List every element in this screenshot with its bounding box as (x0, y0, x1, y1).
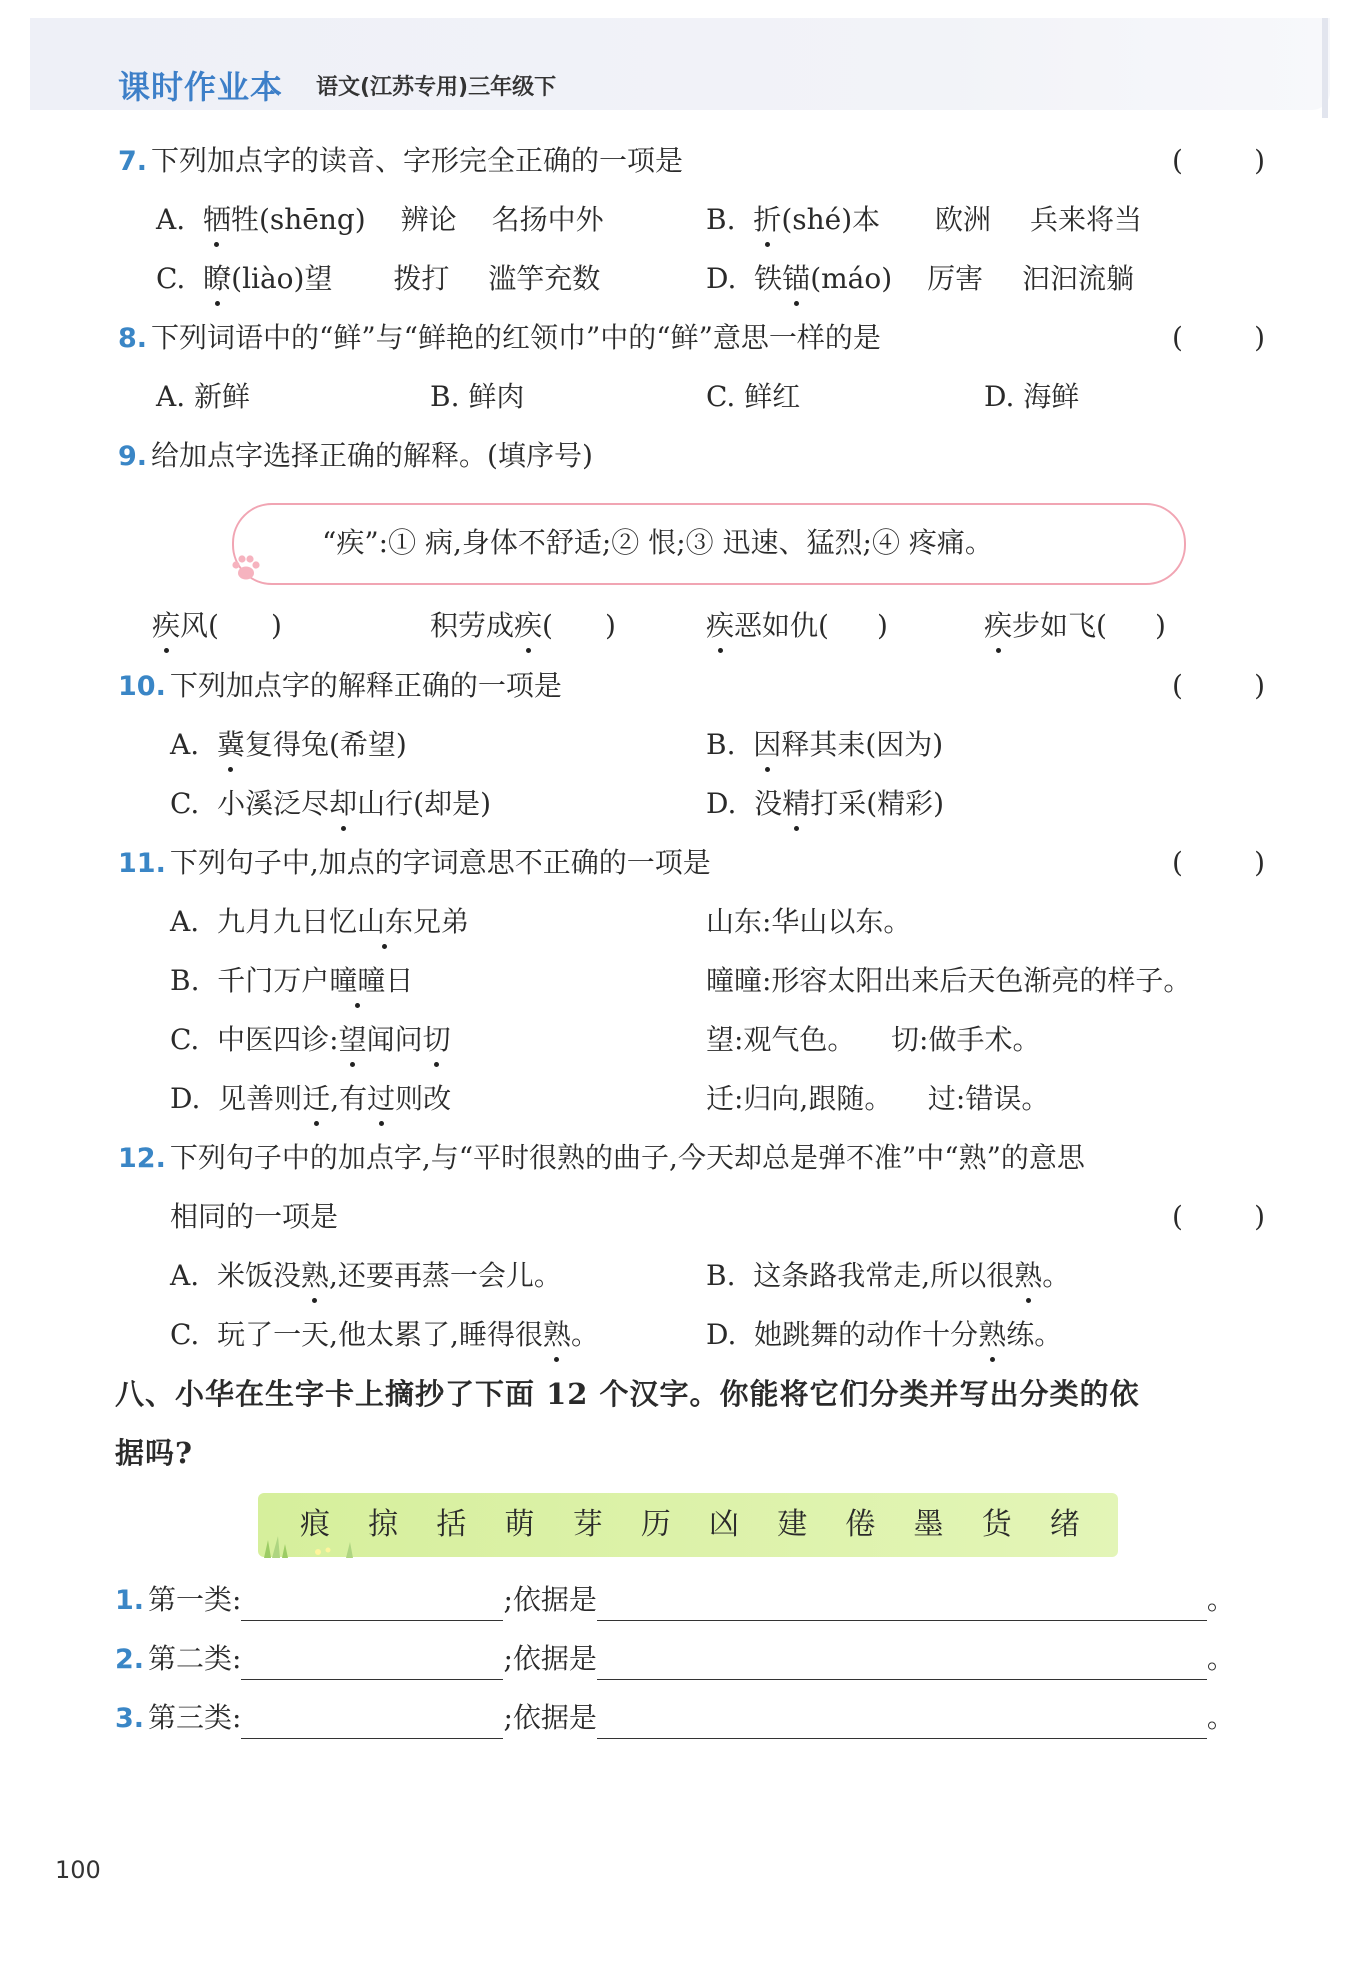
category-row-3: 3. 第三类: ;依据是 。 (115, 1698, 1235, 1739)
question-number: 10. (118, 671, 166, 702)
dotted-char: 牺 (203, 200, 231, 240)
option-12a[interactable]: A. 米饭没熟,还要再蒸一会儿。 (170, 1256, 562, 1296)
dotted-char: 疾 (706, 606, 734, 646)
dotted-char: 过 (367, 1079, 395, 1119)
meaning-11d: 迁:归向,跟随。 过:错误。 (706, 1082, 1050, 1115)
character-list (300, 1503, 1080, 1547)
character-item: 痕 (300, 1507, 330, 1542)
answer-blank[interactable]: ( ) (1172, 669, 1266, 702)
category-blank-2[interactable] (241, 1649, 503, 1680)
dotted-char: 却 (329, 784, 357, 824)
fill-item-4[interactable]: 疾步如飞( ) (984, 606, 1166, 646)
dotted-char: 望 (339, 1020, 367, 1060)
meaning-11c: 望:观气色。 切:做手术。 (706, 1023, 1041, 1056)
book-subtitle: 语文(江苏专用)三年级下 (316, 75, 557, 100)
category-row-2: 2. 第二类: ;依据是 。 (115, 1639, 1235, 1680)
dotted-char: 熟 (543, 1315, 571, 1355)
question-7-stem: 7. 下列加点字的读音、字形完全正确的一项是 (118, 144, 684, 177)
option-7a[interactable]: A. 牺牲(shēng) 辨论 名扬中外 (156, 200, 604, 240)
page-edge (1322, 18, 1328, 118)
option-8a[interactable]: A. 新鲜 (156, 380, 251, 413)
question-number: 11. (118, 848, 166, 879)
character-item: 掠 (368, 1507, 399, 1542)
option-7d[interactable]: D. 铁锚(máo) 厉害 汩汩流躺 (706, 259, 1134, 299)
answer-blank[interactable]: ( ) (1172, 846, 1266, 879)
option-10d[interactable]: D. 没精打采(精彩) (706, 784, 944, 824)
question-10-stem: 10. 下列加点字的解释正确的一项是 (118, 669, 562, 702)
reason-blank-3[interactable] (597, 1708, 1207, 1739)
character-item: 历 (640, 1507, 671, 1542)
page-number: 100 (55, 1856, 101, 1884)
dotted-char: 切 (423, 1020, 451, 1060)
dotted-char: 熟 (301, 1256, 329, 1296)
character-item: 萌 (504, 1507, 535, 1542)
dotted-char: 熟 (978, 1315, 1006, 1355)
reason-blank-2[interactable] (597, 1649, 1207, 1680)
dotted-char: 冀 (217, 725, 245, 765)
dotted-char: 山东 (357, 902, 413, 942)
option-12b[interactable]: B. 这条路我常走,所以很熟。 (706, 1256, 1070, 1296)
question-12-stem: 12. 下列句子中的加点字,与“平时很熟的曲子,今天却总是弹不准”中“熟”的意思 (118, 1141, 1085, 1174)
option-11d[interactable]: D. 见善则迁,有过则改 (170, 1079, 451, 1119)
category-blank-3[interactable] (241, 1708, 503, 1739)
question-11-stem: 11. 下列句子中,加点的字词意思不正确的一项是 (118, 846, 711, 879)
option-11c[interactable]: C. 中医四诊:望闻问切 (170, 1020, 451, 1060)
question-number: 12. (118, 1143, 166, 1174)
question-number: 8. (118, 323, 148, 354)
question-number: 9. (118, 441, 148, 472)
answer-blank[interactable]: ( ) (1172, 321, 1266, 354)
meaning-11b: 曈曈:形容太阳出来后天色渐亮的样子。 (706, 964, 1192, 997)
row-number: 3. (115, 1703, 145, 1734)
question-8-stem: 8. 下列词语中的“鲜”与“鲜艳的红领巾”中的“鲜”意思一样的是 (118, 321, 881, 354)
character-item: 芽 (572, 1507, 603, 1542)
answer-blank[interactable]: ( ) (1172, 144, 1266, 177)
character-item: 墨 (913, 1507, 944, 1542)
question-12-stem-cont: 相同的一项是 (170, 1200, 339, 1233)
option-10a[interactable]: A. 冀复得兔(希望) (170, 725, 407, 765)
dotted-char: 锚 (782, 259, 810, 299)
option-12d[interactable]: D. 她跳舞的动作十分熟练。 (706, 1315, 1062, 1355)
option-8d[interactable]: D. 海鲜 (984, 380, 1080, 413)
dotted-char: 折 (753, 200, 781, 240)
definition-text: “疾”:① 病,身体不舒适;② 恨;③ 迅速、猛烈;④ 疼痛。 (322, 526, 993, 559)
reason-blank-1[interactable] (597, 1590, 1207, 1621)
character-item: 建 (777, 1507, 808, 1542)
character-item: 倦 (845, 1507, 876, 1542)
fill-item-3[interactable]: 疾恶如仇( ) (706, 606, 888, 646)
dotted-char: 疾 (984, 606, 1012, 646)
option-12c[interactable]: C. 玩了一天,他太累了,睡得很熟。 (170, 1315, 599, 1355)
option-10b[interactable]: B. 因释其耒(因为) (706, 725, 943, 765)
fill-item-2[interactable]: 积劳成疾( ) (430, 606, 616, 646)
option-8b[interactable]: B. 鲜肉 (430, 380, 525, 413)
question-number: 7. (118, 146, 148, 177)
section-8-title-cont: 据吗? (115, 1436, 193, 1470)
category-row-1: 1. 第一类: ;依据是 。 (115, 1580, 1235, 1621)
dotted-char: 迁 (302, 1079, 330, 1119)
character-item: 凶 (709, 1507, 740, 1542)
section-8-title: 八、小华在生字卡上摘抄了下面 12 个汉字。你能将它们分类并写出分类的依 (115, 1377, 1140, 1411)
character-item: 货 (981, 1507, 1012, 1542)
row-number: 1. (115, 1585, 145, 1616)
option-11a[interactable]: A. 九月九日忆山东兄弟 (170, 902, 469, 942)
dotted-char: 疾 (152, 606, 180, 646)
option-11b[interactable]: B. 千门万户曈曈日 (170, 961, 413, 1001)
row-number: 2. (115, 1644, 145, 1675)
option-8c[interactable]: C. 鲜红 (706, 380, 801, 413)
option-10c[interactable]: C. 小溪泛尽却山行(却是) (170, 784, 491, 824)
option-7b[interactable]: B. 折(shé)本 欧洲 兵来将当 (706, 200, 1142, 240)
character-item: 括 (436, 1507, 467, 1542)
option-7c[interactable]: C. 瞭(liào)望 拨打 滥竽充数 (156, 259, 600, 299)
category-blank-1[interactable] (241, 1590, 503, 1621)
dotted-char: 疾 (514, 606, 542, 646)
dotted-char: 瞭 (203, 259, 231, 299)
dotted-char: 曈曈 (329, 961, 385, 1001)
dotted-char: 熟 (1014, 1256, 1042, 1296)
character-item: 绪 (1049, 1507, 1080, 1542)
answer-blank[interactable]: ( ) (1172, 1200, 1266, 1233)
meaning-11a: 山东:华山以东。 (706, 905, 912, 938)
dotted-char: 精 (782, 784, 810, 824)
fill-item-1[interactable]: 疾风( ) (152, 606, 282, 646)
question-9-stem: 9. 给加点字选择正确的解释。(填序号) (118, 439, 593, 472)
paw-print-icon (228, 552, 264, 582)
book-title: 课时作业本 (118, 68, 284, 106)
dotted-char: 因 (753, 725, 781, 765)
